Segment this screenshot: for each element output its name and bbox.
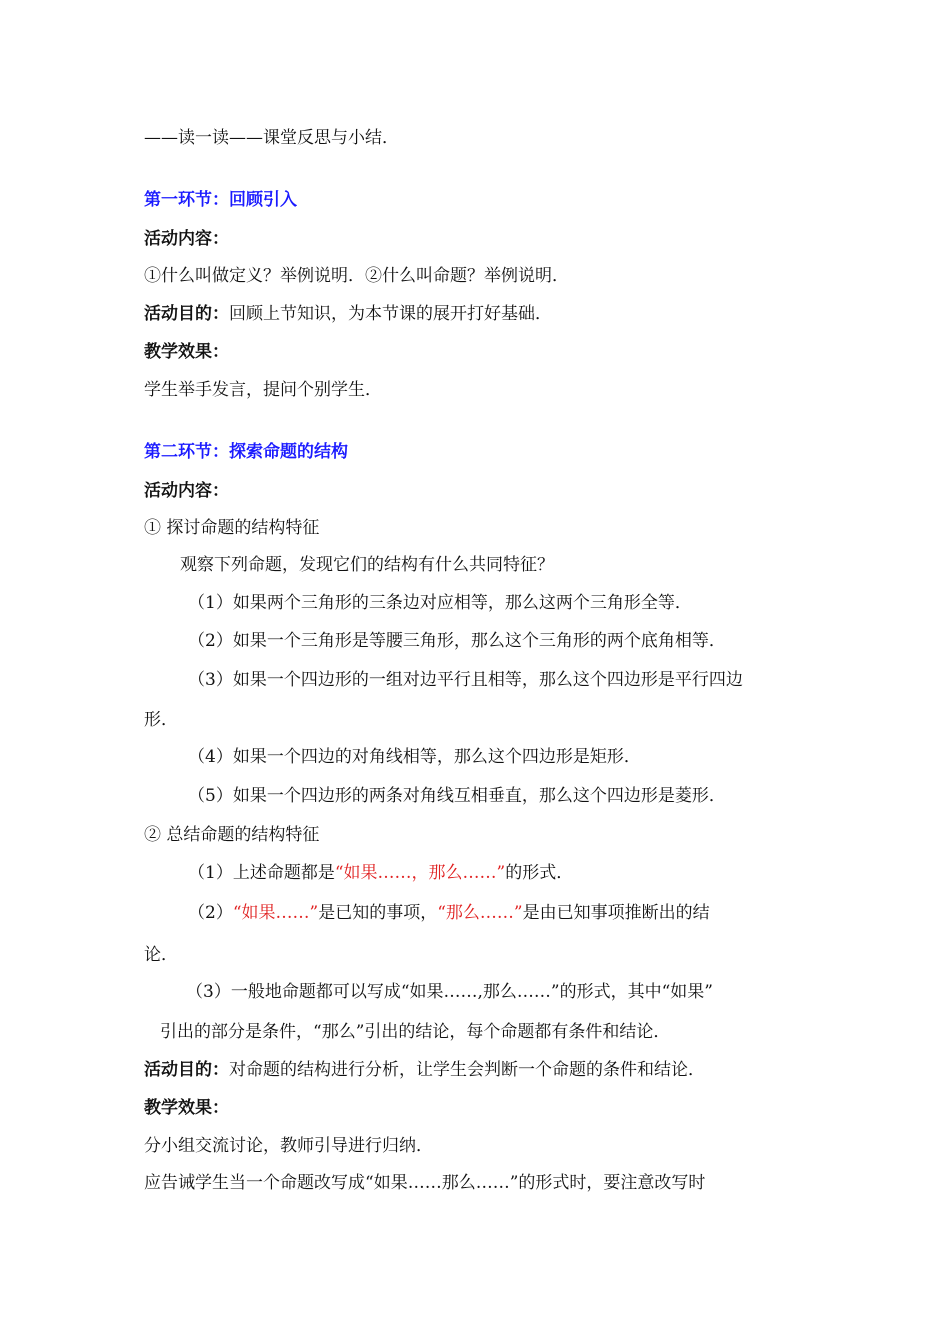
section1-heading: 第一环节：回顾引入	[144, 190, 297, 210]
section2-effect-label: 教学效果：	[144, 1098, 229, 1118]
proposition-item-3-tail: 形．	[144, 710, 178, 730]
section2-effect: 分小组交流讨论，教师引导进行归纳．	[144, 1136, 433, 1156]
summary-item-1-text: （1）上述命题都是	[188, 863, 335, 883]
section2-content-label: 活动内容：	[144, 481, 229, 501]
summary-item-3: （3）一般地命题都可以写成“如果……,那么……”的形式，其中“如果”	[186, 982, 713, 1002]
proposition-item-4: （4）如果一个四边的对角线相等，那么这个四边形是矩形．	[188, 747, 641, 767]
section1-purpose-text: 回顾上节知识，为本节课的展开打好基础．	[229, 304, 552, 324]
section2-part1-title: ① 探讨命题的结构特征	[144, 518, 320, 538]
proposition-item-3: （3）如果一个四边形的一组对边平行且相等，那么这个四边形是平行四边	[188, 670, 743, 690]
proposition-item-1: （1）如果两个三角形的三条边对应相等，那么这两个三角形全等．	[188, 593, 692, 613]
section2-purpose-text: 对命题的结构进行分析，让学生会判断一个命题的条件和结论．	[229, 1060, 705, 1080]
section1-content: ①什么叫做定义？举例说明．②什么叫命题？举例说明．	[144, 266, 569, 286]
summary-item-2-end: 是由已知事项推断出的结	[522, 903, 710, 923]
summary-item-2-quote-if: “如果……”	[232, 903, 319, 923]
summary-item-2	[188, 902, 710, 924]
section2-part2-title: ② 总结命题的结构特征	[144, 825, 320, 845]
section1-effect: 学生举手发言，提问个别学生．	[144, 380, 382, 400]
summary-item-2-number: （2）	[188, 903, 233, 923]
summary-item-2-quote-then: “那么……”	[437, 903, 523, 923]
proposition-item-5: （5）如果一个四边形的两条对角线互相垂直，那么这个四边形是菱形．	[188, 786, 726, 806]
summary-item-1	[188, 862, 573, 884]
section1-content-label: 活动内容：	[144, 229, 229, 249]
section2-purpose	[144, 1059, 705, 1081]
section1-purpose-label: 活动目的：	[144, 304, 229, 324]
section2-observe: 观察下列命题，发现它们的结构有什么共同特征？	[180, 555, 554, 575]
summary-item-3-tail: 引出的部分是条件，“那么”引出的结论，每个命题都有条件和结论．	[160, 1022, 671, 1042]
section1-purpose	[144, 303, 552, 325]
section2-advice: 应告诫学生当一个命题改写成“如果……那么……”的形式时，要注意改写时	[144, 1173, 706, 1193]
section2-purpose-label: 活动目的：	[144, 1060, 229, 1080]
intro-tail: ——读一读——课堂反思与小结．	[144, 128, 399, 148]
section2-heading: 第二环节：探索命题的结构	[144, 442, 348, 462]
summary-item-2-mid: 是已知的事项，	[318, 903, 438, 923]
proposition-item-2: （2）如果一个三角形是等腰三角形，那么这个三角形的两个底角相等．	[188, 631, 726, 651]
summary-item-2-tail: 论．	[144, 945, 178, 965]
section1-effect-label: 教学效果：	[144, 342, 229, 362]
summary-item-1-quote: “如果……，那么……”	[334, 863, 506, 883]
summary-item-1-end: 的形式．	[505, 863, 574, 883]
